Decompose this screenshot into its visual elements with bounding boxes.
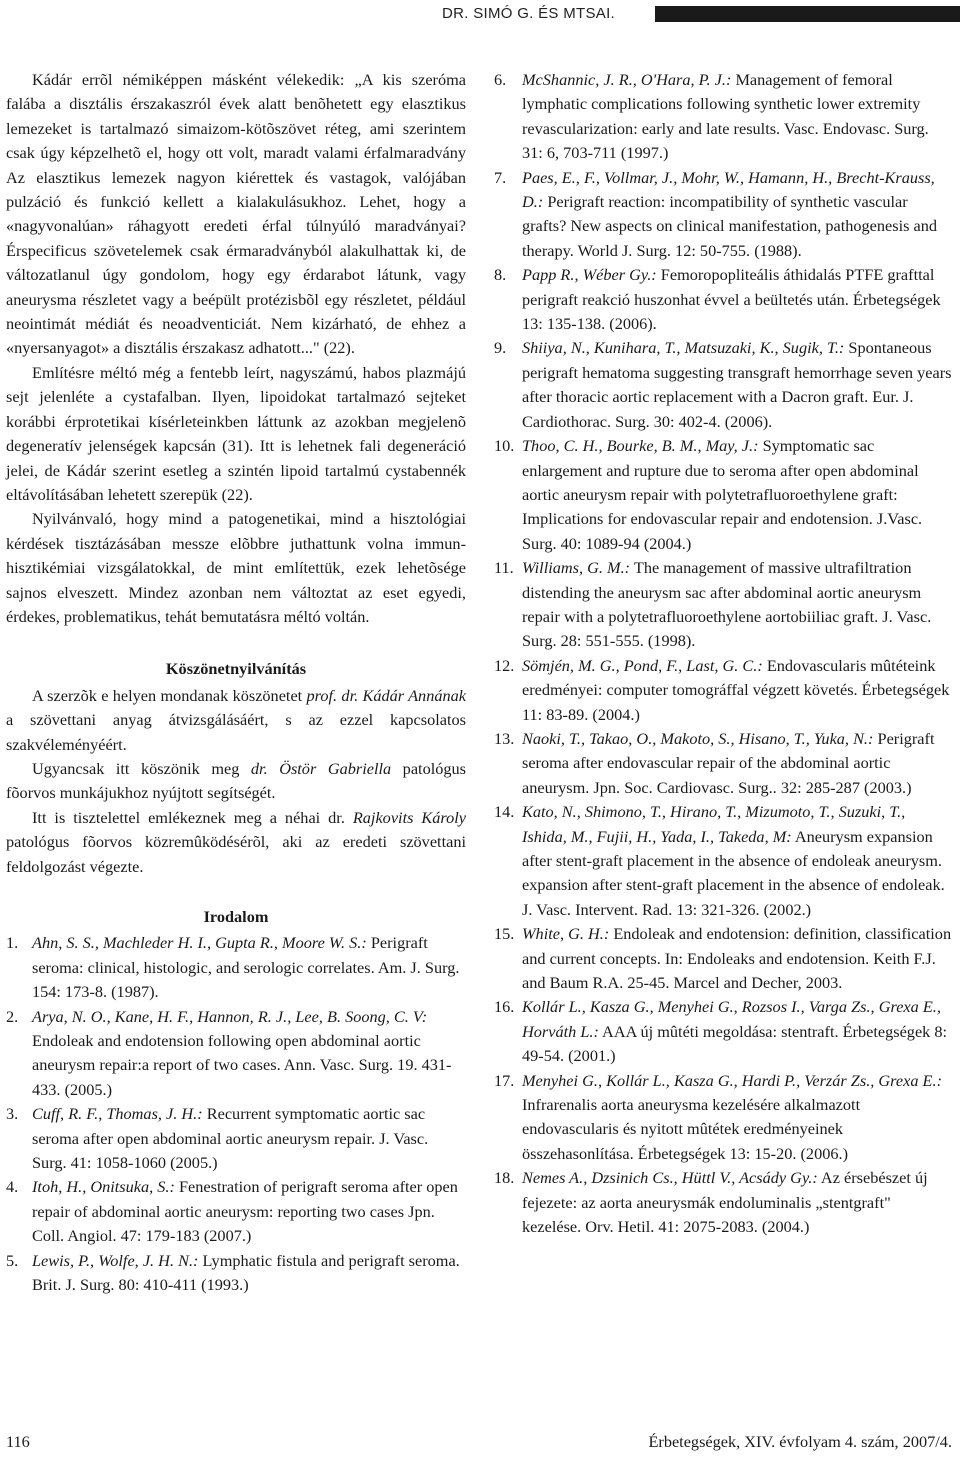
body-paragraph-2: Említésre méltó még a fentebb leírt, nagyszámú, habos plazmájú sejt jelenléte a cystafalban. Ilyen, lipoidokat tartalmazó sejteket korábbi érprotetikai kísérleteinkben láttunk az azokban megjelenõ degeneratív jelenségek kapcsán (31). Itt is lehetnek fali degeneráció jelei, de Kádár szerint esetleg a szintén lipoid tartalmú cystabennék eltávolításában lehetett szerepük (22).: [6, 362, 466, 504]
reference-item: 2. Arya, N. O., Kane, H. F., Hannon, R. J., Lee, B. Soong, C. V: Endoleak and endotension following open abdominal aortic aneurysm repair:a report of two cases. Ann. Vasc. Surg. 19. 431-433. (2005.): [6, 1006, 452, 1099]
reference-item: 17. Menyhei G., Kollár L., Kasza G., Hardi P., Verzár Zs., Grexa E.: Infrarenalis aorta aneurysma kezelésére alkalmazott endovascularis és nyitott mûtétek eredményeinek összehasonlítása. Érbetegségek 13: 15-20. (2006.): [494, 1070, 942, 1163]
acknowledgement-paragraph-1: A szerzõk e helyen mondanak köszönetet prof. dr. Kádár Annának a szövettani anyag átvizsgálásáért, s az ezzel kapcsolatos szakvéleményéért.: [6, 685, 466, 754]
running-head-text: DR. SIMÓ G. ÉS MTSAI.: [442, 5, 615, 22]
reference-item: 11. Williams, G. M.: The management of massive ultrafiltration distending the aneurysm sac after abdominal aortic aneurysm repair with a polytetrafluoroethylene aortobiiliac graft. J. Vasc. Surg. 28: 551-555. (1998).: [494, 558, 932, 651]
running-header: [0, 2, 960, 24]
body-paragraph-3: Nyilvánvaló, hogy mind a patogenetikai, mind a hisztológiai kérdések tisztázásában messze elõbbre juthattunk volna immun-hisztikémiai vizsgálatokkal, de mint említettük, ezek lehetõsége sajnos elveszett. Mindez azonban nem változtat az eset egyedi, érdekes, problematikus, tehát bemutatásra méltó voltán.: [6, 509, 466, 626]
reference-item: 12. Sömjén, M. G., Pond, F., Last, G. C.: Endovascularis mûtéteink eredményei: computer tomográffal végzett követés. Érbetegségek 11: 83-89. (2004.): [494, 655, 950, 724]
reference-item: 7. Paes, E., F., Vollmar, J., Mohr, W., Hamann, H., Brecht-Krauss, D.: Perigraft reaction: incompatibility of synthetic vascular grafts? New aspects on clinical manifestation, pathogenesis and therapy. World J. Surg. 12: 50-755. (1988).: [494, 167, 938, 260]
reference-item: 1. Ahn, S. S., Machleder H. I., Gupta R., Moore W. S.: Perigraft seroma: clinical, histologic, and serologic correlates. Am. J. Surg. 154: 173-8. (1987).: [6, 933, 460, 1002]
reference-item: 9. Shiiya, N., Kunihara, T., Matsuzaki, K., Sugik, T.: Spontaneous perigraft hematoma suggesting transgraft hemorrhage seven years after thoracic aortic replacement with a Dacron graft. Eur. J. Cardiothorac. Surg. 30: 402-4. (2006).: [494, 338, 952, 431]
reference-item: 5. Lewis, P., Wolfe, J. H. N.: Lymphatic fistula and perigraft seroma. Brit. J. Surg. 80: 410-411 (1993.): [6, 1250, 460, 1295]
reference-item: 15. White, G. H.: Endoleak and endotension: definition, classification and current concepts. In: Endoleaks and endotension. Keith F.J. and Baum R.A. 25-45. Marcel and Decher, 2003.: [494, 924, 952, 993]
reference-item: 16. Kollár L., Kasza G., Menyhei G., Rozsos I., Varga Zs., Grexa E., Horváth L.: AAA új mûtéti megoldása: stentraft. Érbetegségek 8: 49-54. (2001.): [494, 997, 948, 1066]
reference-item: 8. Papp R., Wéber Gy.: Femoropopliteális áthidalás PTFE grafttal perigraft reakció huszonhat évvel a beültetés után. Érbetegségek 13: 135-138. (2006).: [494, 265, 941, 334]
reference-item: 18. Nemes A., Dzsinich Cs., Hüttl V., Acsády Gy.: Az érsebészet új fejezete: az aorta aneurysmák endoluminalis „stentgraft" kezelése. Orv. Hetil. 41: 2075-2083. (2004.): [494, 1168, 928, 1237]
reference-item: 10. Thoo, C. H., Bourke, B. M., May, J.: Symptomatic sac enlargement and rupture due to seroma after open abdominal aortic aneurysm repair with polytetrafluoroethylene graft: Implications for endovascular repair and endotension. J.Vasc. Surg. 40: 1089-94 (2004.): [494, 436, 923, 553]
acknowledgement-paragraph-3: Itt is tisztelettel emlékeznek meg a néhai dr. Rajkovits Károly patológus fõorvos közremûködésérõl, aki az eredeti szövettani feldolgozást végezte.: [6, 807, 467, 876]
header-black-bar: [655, 6, 960, 22]
reference-item: 14. Kato, N., Shimono, T., Hirano, T., Mizumoto, T., Suzuki, T., Ishida, M., Fujii, H., Yada, I., Takeda, M: Aneurysm expansion after stent-graft placement in the absence of endoleak aneurysm. expansion after stent-graft placement in the absence of endoleak. J. Vasc. Intervent. Rad. 13: 321-326. (2002.): [494, 802, 945, 919]
journal-footer: Érbetegségek, XIV. évfolyam 4. szám, 2007/4.: [648, 1432, 952, 1451]
reference-item: 6. McShannic, J. R., O'Hara, P. J.: Management of femoral lymphatic complications following synthetic lower extremity revascularization: early and late results. Vasc. Endovasc. Surg. 31: 6, 703-711 (1997.): [494, 70, 929, 163]
right-column: [494, 68, 952, 1240]
reference-item: 3. Cuff, R. F., Thomas, J. H.: Recurrent symptomatic aortic sac seroma after open abdominal aortic aneurysm repair. J. Vasc. Surg. 41: 1058-1060 (2005.): [6, 1104, 429, 1173]
acknowledgement-paragraph-2: Ugyancsak itt köszönik meg dr. Östör Gabriella patológus fõorvos munkájukhoz nyújtott segítségét.: [6, 758, 466, 803]
page-number: 116: [6, 1432, 30, 1451]
body-paragraph-1: Kádár errõl némiképpen másként vélekedik: „A kis szeróma falába a disztális érszakaszról évek alatt benõhetett egy elasztikus lemezeket is tartalmazó simaizom-kötõszövet réteg, ami szerintem csak úgy képzelhetõ el, hogy ott volt, maradt valami érfalmaradvány Az elasztikus lemezek nagyon kiérettek és vastagok, valójában pulzáció és funkció kellett a kialakulásukhoz. Lehet, hogy a «nagyvonalúan» ráhagyott eredeti érfal túlnyúló maradványai? Érspecificus szövetelemek csak érmaradványból alakulhattak ki, de változatlanul úgy gondolom, hogy egy érdarabot látunk, vagy aneurysma részletet vagy a beépült protézisbõl egy részletet, például neointimát médiát és neoadventiciát. Nem kizárható, de ehhez a «nyersanyagot» a disztális érszakasz adhatott..." (22).: [6, 70, 466, 358]
left-column: [6, 68, 466, 1298]
acknowledgement-heading: Köszönetnyilvánítás: [165, 659, 307, 679]
reference-item: 4. Itoh, H., Onitsuka, S.: Fenestration of perigraft seroma after open repair of abdominal aortic aneurysm: reporting two cases Jpn. Coll. Angiol. 47: 179-183 (2007.): [6, 1177, 458, 1246]
reference-item: 13. Naoki, T., Takao, O., Makoto, S., Hisano, T., Yuka, N.: Perigraft seroma after endovascular repair of the abdominal aortic aneurysm. Jpn. Soc. Cardiovasc. Surg.. 32: 285-287 (2003.): [494, 728, 935, 797]
references-heading: Irodalom: [203, 907, 269, 926]
